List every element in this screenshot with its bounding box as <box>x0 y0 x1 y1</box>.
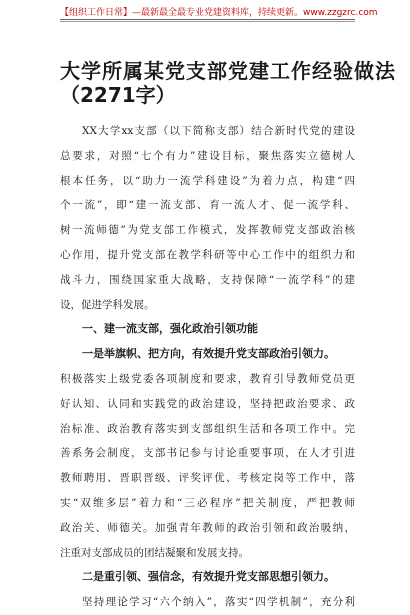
body-line: 注重对支部成员的团结凝聚和发展支持。 <box>60 546 249 559</box>
body-line: 根本任务，以“助力一流学科建设”为着力点，构建“四 <box>60 174 355 187</box>
body-line: 教师聘用、晋职晋级、评奖评优、考核定岗等工作中，落 <box>60 472 355 485</box>
body-line: 善系务会制度，支部书记参与讨论重要事项，在人才引进 <box>60 447 355 460</box>
document-title: 大学所属某党支部党建工作经验做法 <box>60 59 396 83</box>
page-header: 【组织工作日常】—最新最全最专业党建资料库，持续更新。www.zzgzrc.com <box>60 8 378 18</box>
body-line: 治标准、政治教育落实到支部组织生活和各项工作中。完 <box>60 422 355 435</box>
body-line: 坚持理论学习“六个纳入”，落实“四学机制”，充分利 <box>82 596 355 609</box>
body-line: 设，促进学科发展。 <box>60 298 155 311</box>
subsection-heading: 一是举旗帜、把方向，有效提升党支部政治引领力。 <box>82 347 335 361</box>
body-line: 总要求，对照“七个有力”建设目标，聚焦落实立德树人 <box>60 149 355 162</box>
body-line: 实“双维多层”着力和“三必程序”把关制度，严把教师 <box>60 496 355 509</box>
body-line: 心作用，提升党支部在教学科研等中心工作中的组织力和 <box>60 248 355 261</box>
header-divider <box>60 19 355 22</box>
body-line: 树一流师德”为党支部工作模式，发挥教师党支部政治核 <box>60 224 355 237</box>
subsection-heading: 二是重引领、强信念，有效提升党支部思想引领力。 <box>82 570 335 584</box>
body-line: 个一流”，即“建一流支部、育一流人才、促一流学科、 <box>60 199 355 212</box>
body-line: 政治关、师德关。加强青年教师的政治引领和政治吸纳， <box>60 521 355 534</box>
document-body <box>60 119 355 615</box>
body-line: XX大学xx支部（以下简称支部）结合新时代党的建设 <box>82 125 355 137</box>
word-count: （2271字） <box>60 83 176 107</box>
body-line: 积极落实上级党委各项制度和要求，教育引导教师党员更 <box>60 372 355 385</box>
body-line: 战斗力，围绕国家重大战略，支持保障“一流学科”的建 <box>60 273 355 286</box>
section-heading: 一、建一流支部，强化政治引领功能 <box>82 322 258 336</box>
body-line: 好认知、认同和实践党的政治建设，坚持把政治要求、政 <box>60 397 355 410</box>
